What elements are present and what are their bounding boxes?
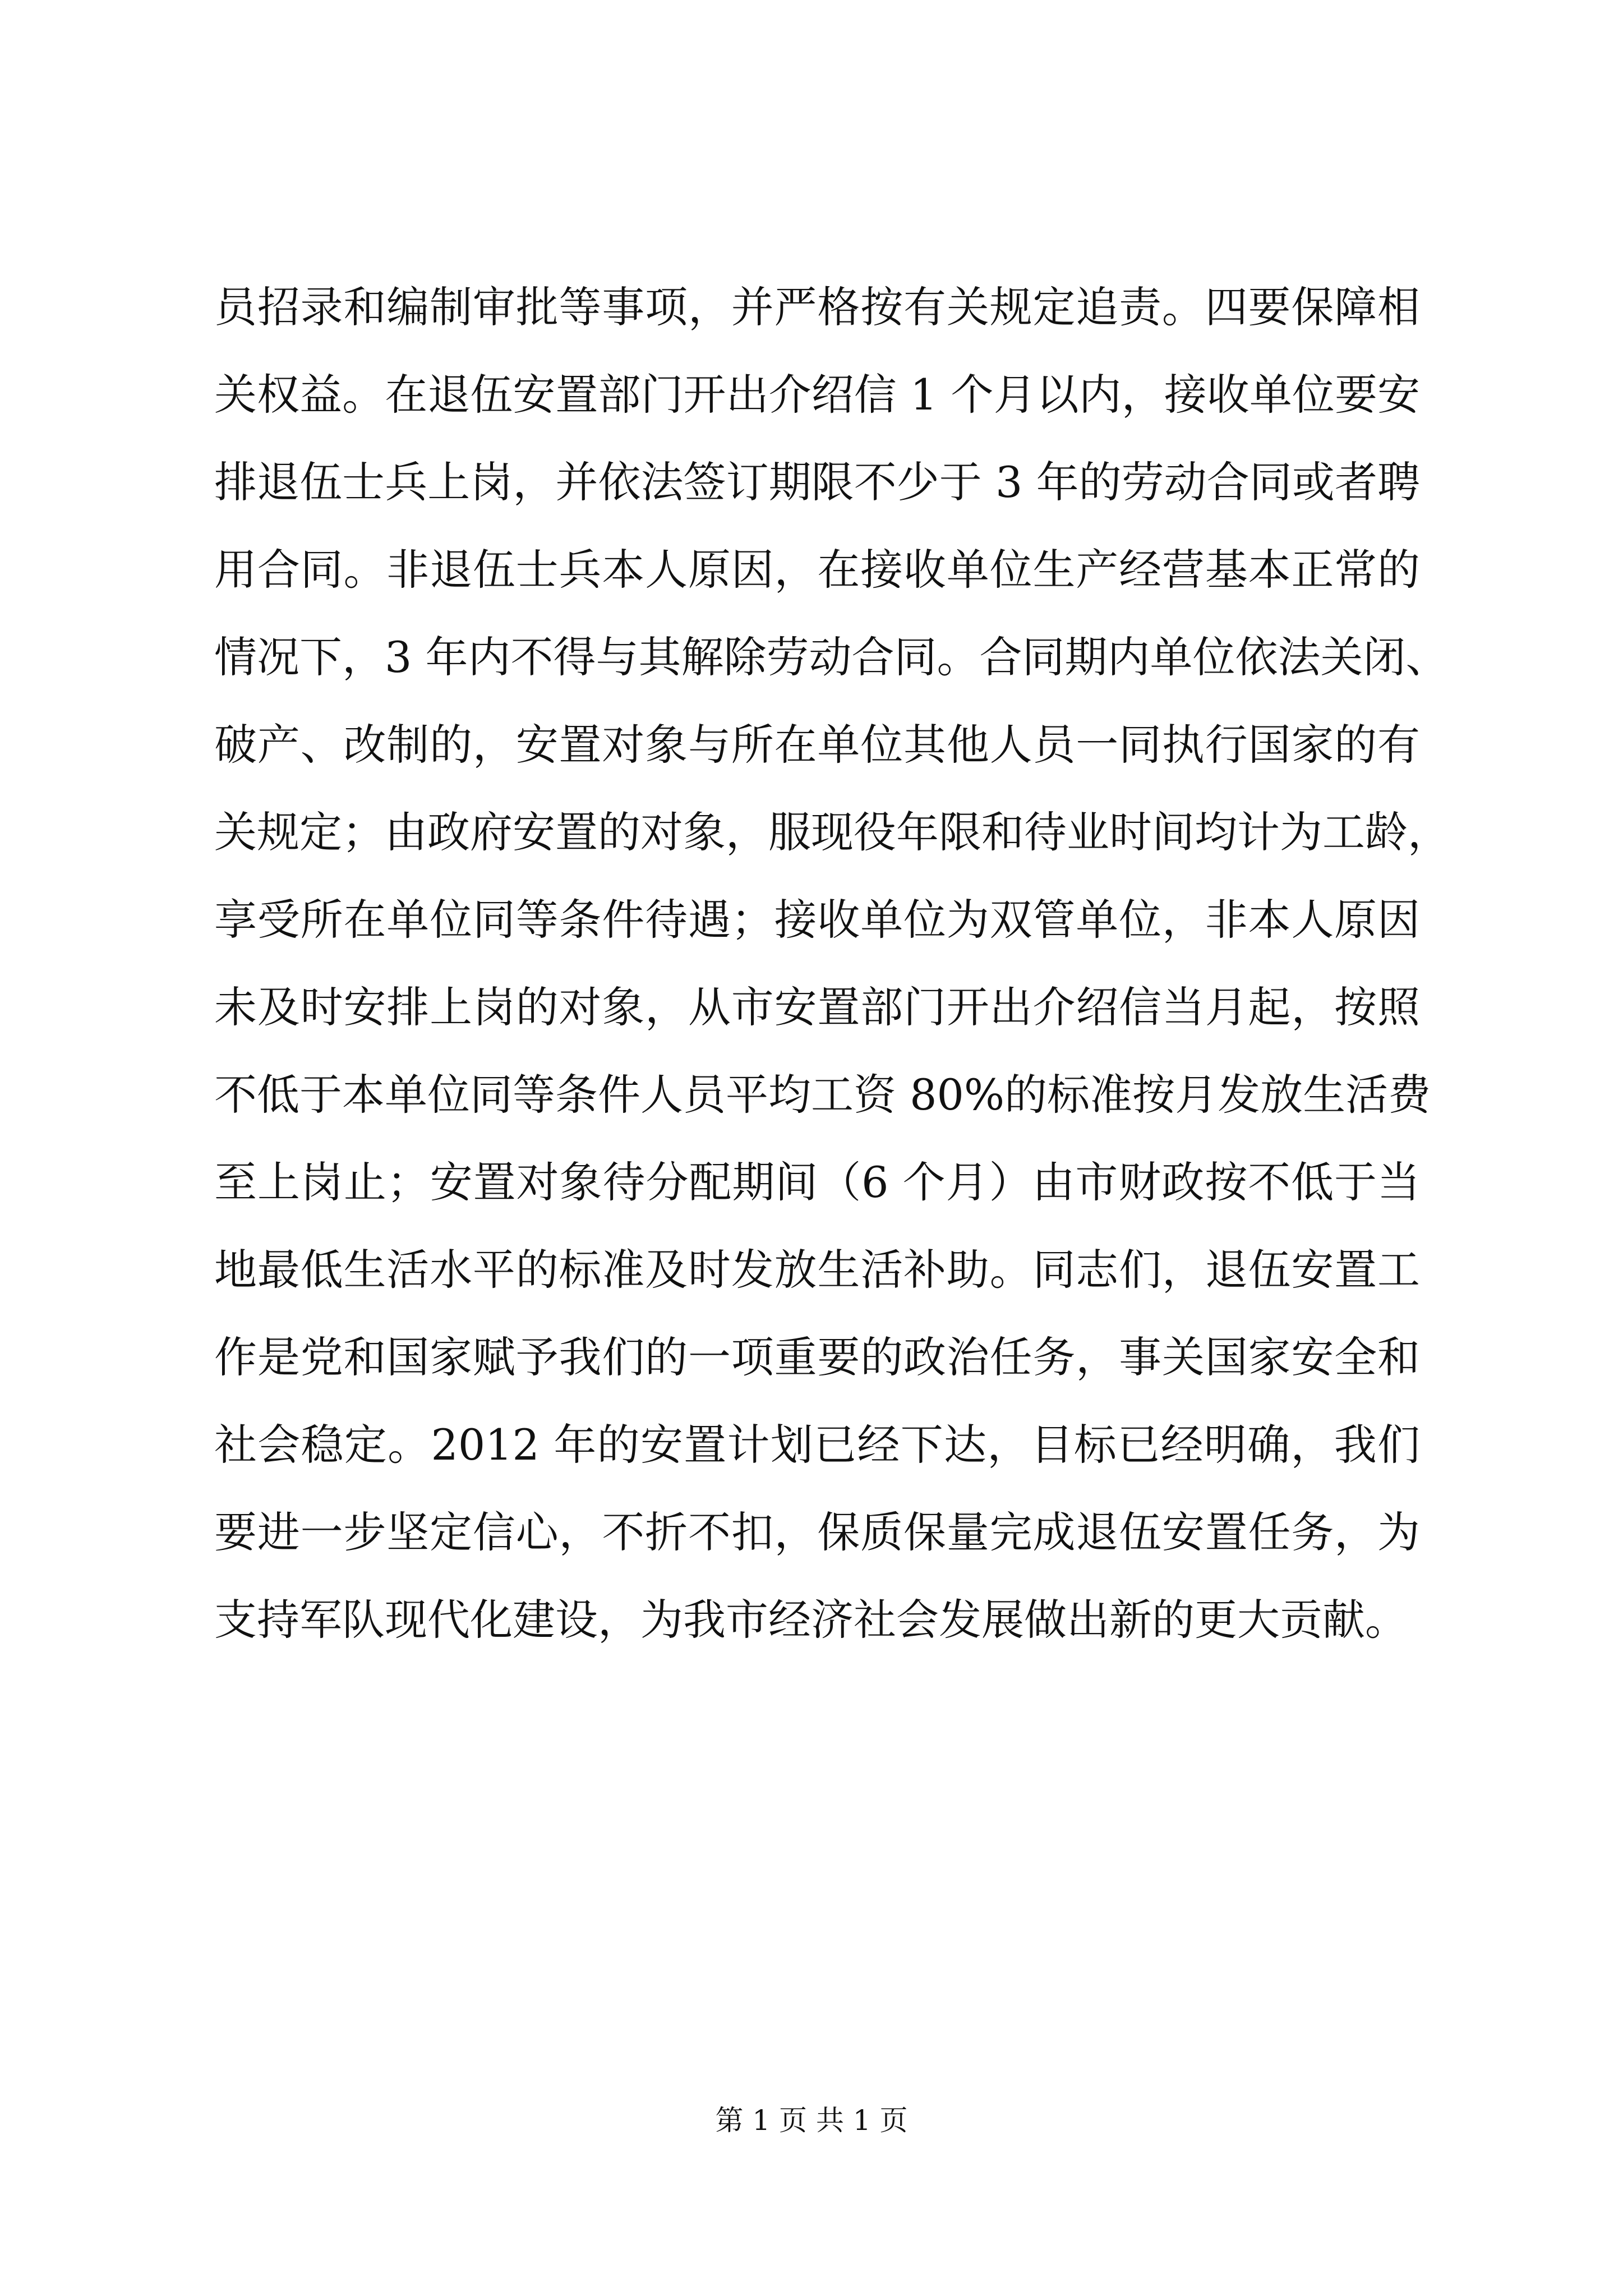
text-line: 地最低生活水平的标准及时发放生活补助。同志们，退伍安置工 (214, 1245, 1420, 1295)
text-line: 支持军队现代化建设，为我市经济社会发展做出新的更大贡献。 (214, 1595, 1408, 1645)
text-line: 作是党和国家赋予我们的一项重要的政治任务，事关国家安全和 (214, 1332, 1420, 1382)
text-line: 情况下，3 年内不得与其解除劳动合同。合同期内单位依法关闭、 (214, 632, 1449, 682)
text-line: 未及时安排上岗的对象，从市安置部门开出介绍信当月起，按照 (214, 982, 1420, 1032)
page-number-footer: 第 1 页 共 1 页 (715, 2104, 908, 2137)
text-line: 社会稳定。2012 年的安置计划已经下达，目标已经明确，我们 (214, 1420, 1420, 1470)
text-line: 要进一步坚定信心，不折不扣，保质保量完成退伍安置任务，为 (214, 1507, 1420, 1557)
text-line: 破产、改制的，安置对象与所在单位其他人员一同执行国家的有 (214, 720, 1420, 770)
text-line: 享受所在单位同等条件待遇；接收单位为双管单位，非本人原因 (214, 895, 1420, 945)
text-line: 关规定；由政府安置的对象，服现役年限和待业时间均计为工龄， (214, 807, 1450, 857)
text-line: 员招录和编制审批等事项，并严格按有关规定追责。四要保障相 (214, 282, 1420, 332)
text-line: 至上岗止；安置对象待分配期间（6 个月）由市财政按不低于当 (214, 1157, 1420, 1207)
body-text (214, 264, 1450, 1664)
text-line: 关权益。在退伍安置部门开出介绍信 1 个月以内，接收单位要安 (214, 370, 1420, 420)
text-line: 不低于本单位同等条件人员平均工资 80%的标准按月发放生活费 (214, 1070, 1431, 1120)
text-line: 排退伍士兵上岗，并依法签订期限不少于 3 年的劳动合同或者聘 (214, 457, 1420, 507)
text-line: 用合同。非退伍士兵本人原因，在接收单位生产经营基本正常的 (214, 545, 1420, 595)
